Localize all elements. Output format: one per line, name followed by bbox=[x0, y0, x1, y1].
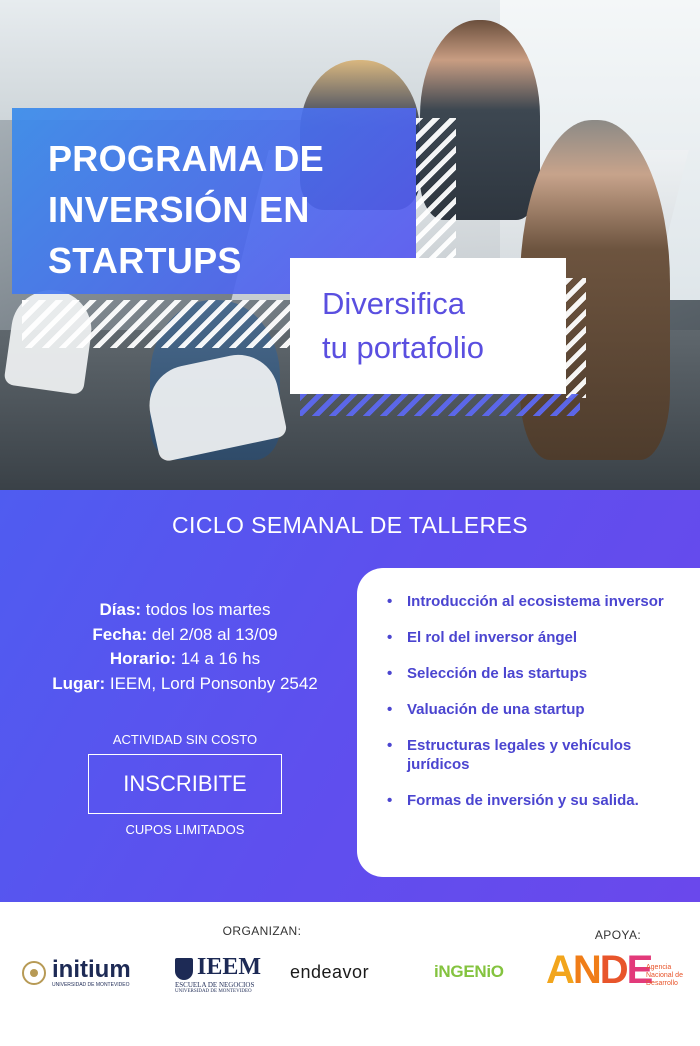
list-item: • Introducción al ecosistema inversor bbox=[387, 592, 690, 611]
supporter-label: APOYA: bbox=[594, 928, 642, 942]
decorative-stripes bbox=[22, 300, 297, 348]
detail-days bbox=[20, 598, 350, 623]
list-item: • Valuación de una startup bbox=[387, 700, 690, 719]
register-button[interactable]: INSCRIBITE bbox=[88, 754, 282, 814]
ande-logo[interactable] bbox=[546, 948, 686, 994]
list-item: • El rol del inversor ángel bbox=[387, 628, 690, 647]
logo-letter: N bbox=[572, 948, 600, 992]
limited-spots-label: CUPOS LIMITADOS bbox=[125, 822, 245, 837]
logo-letter: A bbox=[546, 948, 573, 992]
title-line: INVERSIÓN EN bbox=[48, 189, 310, 230]
logo-name: initium bbox=[52, 956, 131, 983]
detail-label: Fecha: bbox=[92, 624, 148, 644]
list-item: • Estructuras legales y vehículos jurídicos bbox=[387, 736, 690, 774]
decorative-stripes bbox=[416, 118, 456, 258]
list-item: • Selección de las startups bbox=[387, 664, 690, 683]
ieem-crest-icon bbox=[175, 958, 193, 980]
subtitle bbox=[322, 282, 562, 370]
detail-value: IEEM, Lord Ponsonby 2542 bbox=[105, 673, 318, 693]
logo-letter: E bbox=[626, 948, 652, 992]
topics-card bbox=[357, 568, 700, 877]
detail-value: del 2/08 al 13/09 bbox=[147, 624, 278, 644]
detail-value: 14 a 16 hs bbox=[176, 649, 261, 668]
title-line: PROGRAMA DE bbox=[48, 138, 324, 179]
list-item: • Formas de inversión y su salida. bbox=[387, 791, 690, 810]
subtitle-line: tu portafolio bbox=[322, 330, 484, 365]
initium-seal-icon bbox=[22, 961, 46, 985]
endeavor-logo[interactable]: endeavor bbox=[290, 962, 370, 982]
logo-name: IEEM bbox=[197, 954, 262, 980]
logo-name bbox=[546, 948, 651, 993]
detail-date bbox=[20, 623, 350, 648]
decorative-stripes bbox=[300, 394, 580, 416]
event-details bbox=[20, 598, 350, 696]
initium-logo[interactable] bbox=[22, 958, 142, 988]
decorative-stripes bbox=[566, 278, 586, 398]
logo-subtitle: UNIVERSIDAD DE MONTEVIDEO bbox=[175, 989, 252, 994]
detail-place bbox=[20, 672, 350, 697]
free-activity-label: ACTIVIDAD SIN COSTO bbox=[112, 732, 258, 747]
detail-time bbox=[20, 647, 350, 672]
detail-label: Horario: bbox=[109, 649, 176, 668]
logo-subtitle: ESCUELA DE NEGOCIOS bbox=[175, 981, 255, 989]
detail-value: todos los martes bbox=[141, 600, 271, 619]
logo-subtitle: Agencia Nacional de Desarrollo bbox=[646, 964, 683, 987]
detail-label: Días: bbox=[99, 600, 142, 619]
detail-label: Lugar: bbox=[52, 673, 106, 693]
topics-list bbox=[357, 568, 700, 810]
section-title: CICLO SEMANAL DE TALLERES bbox=[172, 512, 528, 538]
ingenio-logo[interactable]: iNGENiO bbox=[434, 962, 504, 981]
ieem-logo[interactable] bbox=[175, 956, 270, 994]
subtitle-line: Diversifica bbox=[322, 286, 465, 321]
organizers-label: ORGANIZAN: bbox=[222, 924, 302, 938]
title-line: STARTUPS bbox=[48, 240, 242, 281]
logo-subtitle: UNIVERSIDAD DE MONTEVIDEO bbox=[52, 982, 130, 988]
logo-letter: D bbox=[599, 948, 627, 992]
